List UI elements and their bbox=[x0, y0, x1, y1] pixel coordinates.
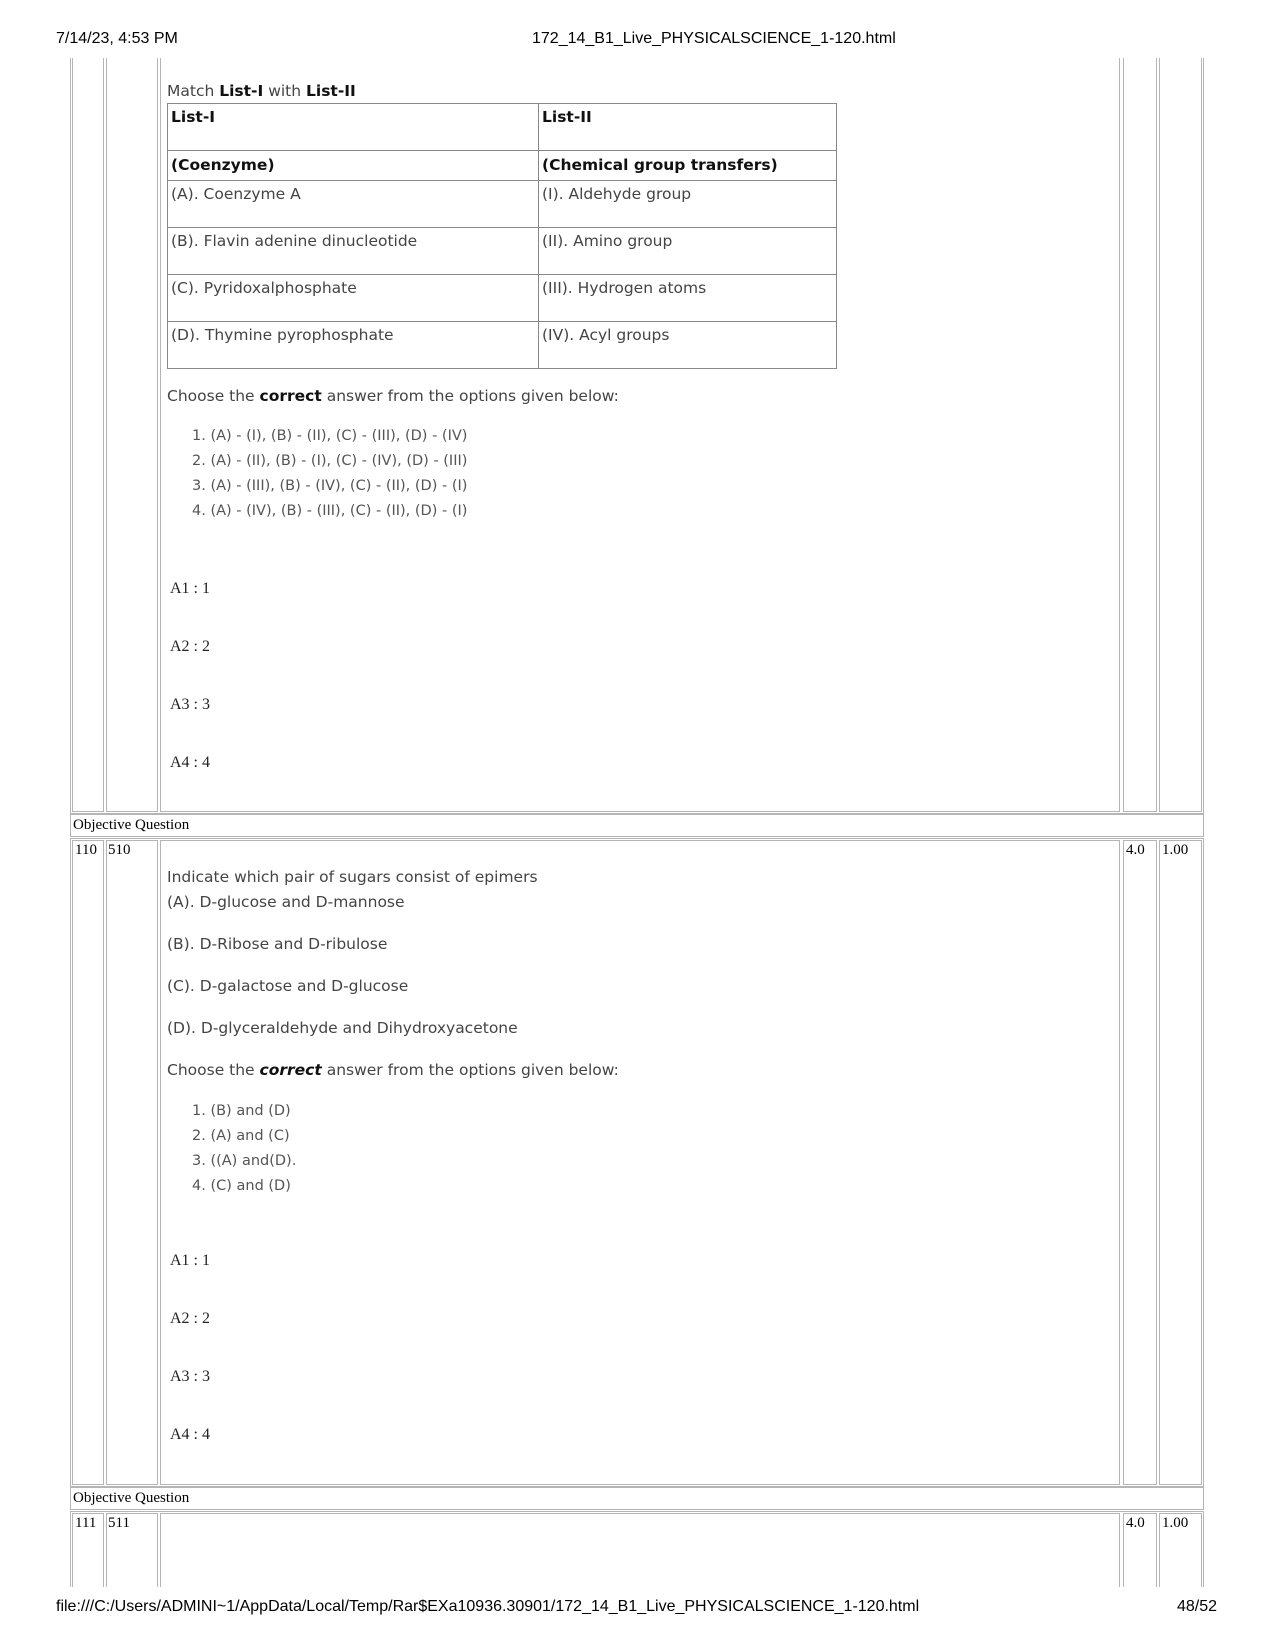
q110-option-1: 1. (B) and (D) bbox=[192, 1103, 291, 1119]
q110-answer-4: A4 : 4 bbox=[170, 1426, 210, 1443]
q109-answer-4: A4 : 4 bbox=[170, 754, 210, 771]
q111-content-cell bbox=[160, 1513, 1120, 1587]
print-datetime: 7/14/23, 4:53 PM bbox=[56, 30, 178, 47]
print-file-path: file:///C:/Users/ADMINI~1/AppData/Local/Temp/Rar$EXa10936.30901/172_14_B1_Live_PHYSICALSCIENCE_1-120.html bbox=[56, 1598, 920, 1615]
section-label: Objective Question bbox=[73, 1490, 190, 1506]
q109-marks-cell bbox=[1123, 58, 1157, 812]
q110-sno-cell bbox=[72, 840, 104, 1485]
q109-choose-instruction: Choose the correct answer from the options given below: bbox=[167, 387, 619, 405]
q110-option-2: 2. (A) and (C) bbox=[192, 1128, 290, 1144]
match-cell: (I). Aldehyde group bbox=[539, 181, 837, 228]
q109-neg-cell bbox=[1159, 58, 1202, 812]
q110-item-c: (C). D-galactose and D-glucose bbox=[167, 977, 409, 995]
match-cell: (A). Coenzyme A bbox=[168, 181, 539, 228]
table-row bbox=[168, 275, 837, 322]
q111-negative-marks: 1.00 bbox=[1162, 1515, 1189, 1531]
section-label-row bbox=[70, 1487, 1204, 1510]
q110-qid-cell bbox=[106, 840, 158, 1485]
print-page-number: 48/52 bbox=[1177, 1598, 1218, 1615]
q110-answer-1: A1 : 1 bbox=[170, 1252, 210, 1269]
match-cell: (IV). Acyl groups bbox=[539, 322, 837, 369]
q110-answer-3: A3 : 3 bbox=[170, 1368, 210, 1385]
match-cell: (B). Flavin adenine dinucleotide bbox=[168, 228, 539, 275]
match-header-list2: List-II bbox=[539, 104, 837, 151]
q111-serial: 111 bbox=[75, 1515, 97, 1531]
q111-marks: 4.0 bbox=[1126, 1515, 1145, 1531]
match-table bbox=[167, 103, 837, 369]
q109-option-3: 3. (A) - (III), (B) - (IV), (C) - (II), (D) - (I) bbox=[192, 478, 468, 494]
q110-stem: Indicate which pair of sugars consist of epimers bbox=[167, 868, 538, 886]
q109-answer-2: A2 : 2 bbox=[170, 638, 210, 655]
q110-item-b: (B). D-Ribose and D-ribulose bbox=[167, 935, 388, 953]
q109-intro: Match List-I with List-II bbox=[167, 82, 356, 100]
q110-choose-instruction: Choose the correct answer from the options given below: bbox=[167, 1061, 619, 1079]
q109-answer-1: A1 : 1 bbox=[170, 580, 210, 597]
q109-option-4: 4. (A) - (IV), (B) - (III), (C) - (II), (D) - (I) bbox=[192, 503, 468, 519]
q110-negative-marks: 1.00 bbox=[1162, 842, 1189, 858]
match-subheader-coenzyme: (Coenzyme) bbox=[168, 151, 539, 181]
print-title: 172_14_B1_Live_PHYSICALSCIENCE_1-120.html bbox=[532, 30, 896, 47]
match-header-list1: List-I bbox=[168, 104, 539, 151]
table-row bbox=[168, 181, 837, 228]
q110-answer-2: A2 : 2 bbox=[170, 1310, 210, 1327]
q109-option-1: 1. (A) - (I), (B) - (II), (C) - (III), (D) - (IV) bbox=[192, 428, 468, 444]
table-row bbox=[168, 228, 837, 275]
q110-marks: 4.0 bbox=[1126, 842, 1145, 858]
match-cell: (D). Thymine pyrophosphate bbox=[168, 322, 539, 369]
q110-option-3: 3. ((A) and(D). bbox=[192, 1153, 297, 1169]
q109-option-2: 2. (A) - (II), (B) - (I), (C) - (IV), (D) - (III) bbox=[192, 453, 468, 469]
q110-question-id: 510 bbox=[108, 842, 131, 858]
section-label-row bbox=[70, 814, 1204, 837]
match-table-subheader-row bbox=[168, 151, 837, 181]
q110-serial: 110 bbox=[75, 842, 97, 858]
q110-marks-cell bbox=[1123, 840, 1157, 1485]
match-cell: (III). Hydrogen atoms bbox=[539, 275, 837, 322]
match-subheader-group: (Chemical group transfers) bbox=[539, 151, 837, 181]
q109-answer-3: A3 : 3 bbox=[170, 696, 210, 713]
q110-item-a: (A). D-glucose and D-mannose bbox=[167, 893, 405, 911]
q110-neg-cell bbox=[1159, 840, 1202, 1485]
match-table-header-row bbox=[168, 104, 837, 151]
match-cell: (II). Amino group bbox=[539, 228, 837, 275]
q109-qid-cell bbox=[106, 58, 158, 812]
q110-option-4: 4. (C) and (D) bbox=[192, 1178, 291, 1194]
section-label: Objective Question bbox=[73, 817, 190, 833]
table-row bbox=[168, 322, 837, 369]
match-cell: (C). Pyridoxalphosphate bbox=[168, 275, 539, 322]
q111-question-id: 511 bbox=[108, 1515, 130, 1531]
q109-sno-cell bbox=[72, 58, 104, 812]
q110-item-d: (D). D-glyceraldehyde and Dihydroxyacetone bbox=[167, 1019, 518, 1037]
